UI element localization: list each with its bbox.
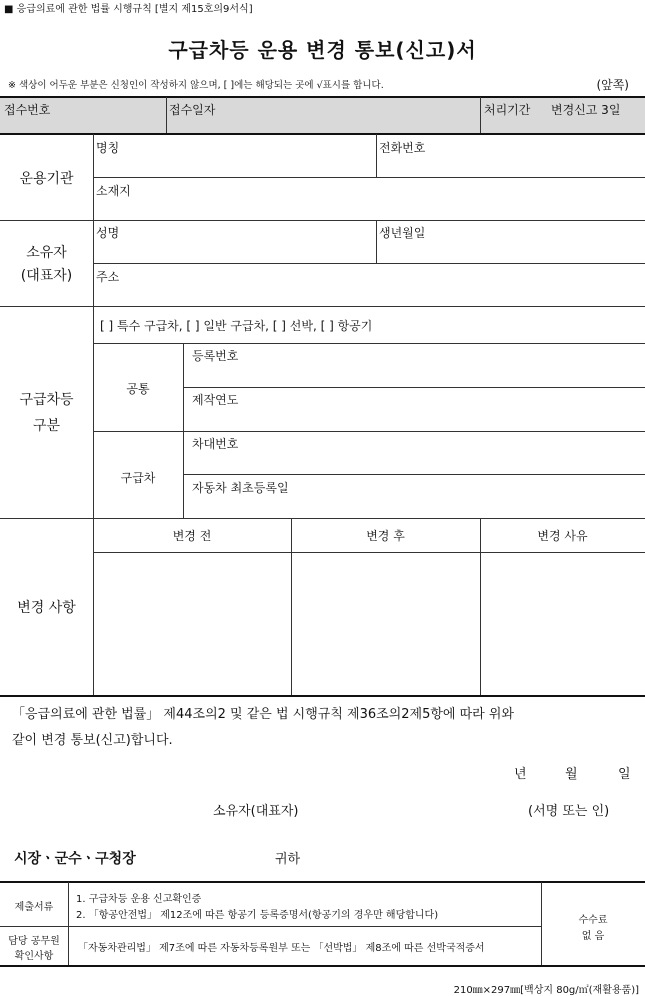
receipt-date-label: 접수일자 xyxy=(169,103,216,117)
owner-signature-label: 소유자(대표자) xyxy=(213,804,299,819)
chassis-number-label: 차대번호 xyxy=(192,437,239,451)
chassis-firstreg-line xyxy=(183,474,645,475)
owner-section-label: 소유자 xyxy=(26,245,67,261)
processing-period-label: 처리기간 xyxy=(484,103,531,117)
official-check-sublabel: 확인사항 xyxy=(14,951,54,962)
attachments-label-divider xyxy=(68,882,69,965)
submit-document-2: 2. 「항공안전법」 제12조에 따른 항공기 등록증명서(항공기의 경우만 해당합니다) xyxy=(76,910,439,921)
registration-number-label: 등록번호 xyxy=(192,349,239,363)
operator-address-label: 소재지 xyxy=(96,184,131,198)
legal-reference: ■ 응급의료에 관한 법률 시행규칙 [별지 제15호의9서식] xyxy=(4,4,253,15)
operator-name-label: 명칭 xyxy=(96,141,120,155)
change-before-header: 변경 전 xyxy=(172,529,212,543)
fee-value: 없 음 xyxy=(581,931,605,942)
honorific-label: 귀하 xyxy=(275,852,301,867)
attachments-row-line xyxy=(0,926,541,927)
common-label: 공통 xyxy=(126,382,150,396)
ambulance-label: 구급차 xyxy=(120,471,156,485)
vehicle-type-checkboxes[interactable]: [ ] 특수 구급차, [ ] 일반 구급차, [ ] 선박, [ ] 항공기 xyxy=(100,319,373,333)
receipt-divider-1 xyxy=(166,97,167,134)
common-ambulance-line xyxy=(93,431,645,432)
operator-name-phone-divider xyxy=(376,134,377,178)
changes-bottom-border xyxy=(0,695,645,697)
form-title: 구급차등 운용 변경 통보(신고)서 xyxy=(168,38,477,62)
owner-section-sublabel: (대표자) xyxy=(20,268,73,284)
change-reason-header: 변경 사유 xyxy=(537,529,588,543)
vehicle-type-line xyxy=(93,343,645,344)
submit-documents-label: 제출서류 xyxy=(14,902,54,913)
attachments-top-border xyxy=(0,881,645,883)
attachments-bottom-border xyxy=(0,965,645,967)
change-reason-field[interactable] xyxy=(481,553,644,694)
vehicle-section-sublabel: 구분 xyxy=(32,418,61,434)
declaration-line-1: 「응급의료에 관한 법률」 제44조의2 및 같은 법 시행규칙 제36조의2제5항에 따라 위와 xyxy=(12,707,514,722)
submit-document-1: 1. 구급차등 운용 신고확인증 xyxy=(76,894,202,905)
official-check-label: 담당 공무원 xyxy=(8,936,60,947)
owner-name-birth-divider xyxy=(376,220,377,263)
owner-address-label: 주소 xyxy=(96,270,120,284)
paper-spec: 210㎜×297㎜[백상지 80g/㎡(재활용품)] xyxy=(453,985,639,996)
operator-row-line xyxy=(93,177,645,178)
declaration-line-2: 같이 변경 통보(신고)합니다. xyxy=(12,733,173,748)
reg-year-line xyxy=(183,387,645,388)
owner-bottom-line xyxy=(0,306,645,307)
operator-bottom-line xyxy=(0,220,645,221)
receipt-bottom-border xyxy=(0,133,645,135)
manufacture-year-label: 제작연도 xyxy=(192,393,239,407)
vehicle-section-label: 구급차등 xyxy=(19,392,74,408)
change-before-field[interactable] xyxy=(94,553,290,694)
operator-section-label: 운용기관 xyxy=(19,171,74,187)
fee-label: 수수료 xyxy=(578,915,608,926)
change-after-field[interactable] xyxy=(292,553,479,694)
top-border xyxy=(0,96,645,98)
page-side-label: (앞쪽) xyxy=(596,78,629,92)
date-year-label: 년 xyxy=(514,767,527,782)
operator-phone-label: 전화번호 xyxy=(379,141,426,155)
first-registration-label: 자동차 최초등록일 xyxy=(192,481,289,495)
owner-birth-label: 생년월일 xyxy=(379,226,426,240)
processing-period-value: 변경신고 3일 xyxy=(551,103,621,117)
vehicle-divider xyxy=(93,306,94,518)
official-check-item: 「자동차관리법」 제7조에 따른 자동차등록원부 또는 「선박법」 제8조에 따른 선박국적증서 xyxy=(78,943,485,954)
owner-name-label: 성명 xyxy=(96,226,120,240)
owner-row-line xyxy=(93,263,645,264)
instruction-note: ※ 색상이 어두운 부분은 신청인이 작성하지 않으며, [ ]에는 해당되는 곳에 √표시를 합니다. xyxy=(8,80,384,91)
changes-section-label: 변경 사항 xyxy=(17,600,76,616)
vehicle-bottom-line xyxy=(0,518,645,519)
recipient-label: 시장ㆍ군수ㆍ구청장 xyxy=(14,851,136,867)
receipt-number-label: 접수번호 xyxy=(4,103,51,117)
date-day-label: 일 xyxy=(618,767,631,782)
date-month-label: 월 xyxy=(565,767,578,782)
receipt-row xyxy=(0,96,645,134)
receipt-divider-2 xyxy=(480,97,481,134)
signature-or-seal-label: (서명 또는 인) xyxy=(528,804,610,819)
change-after-header: 변경 후 xyxy=(366,529,405,543)
